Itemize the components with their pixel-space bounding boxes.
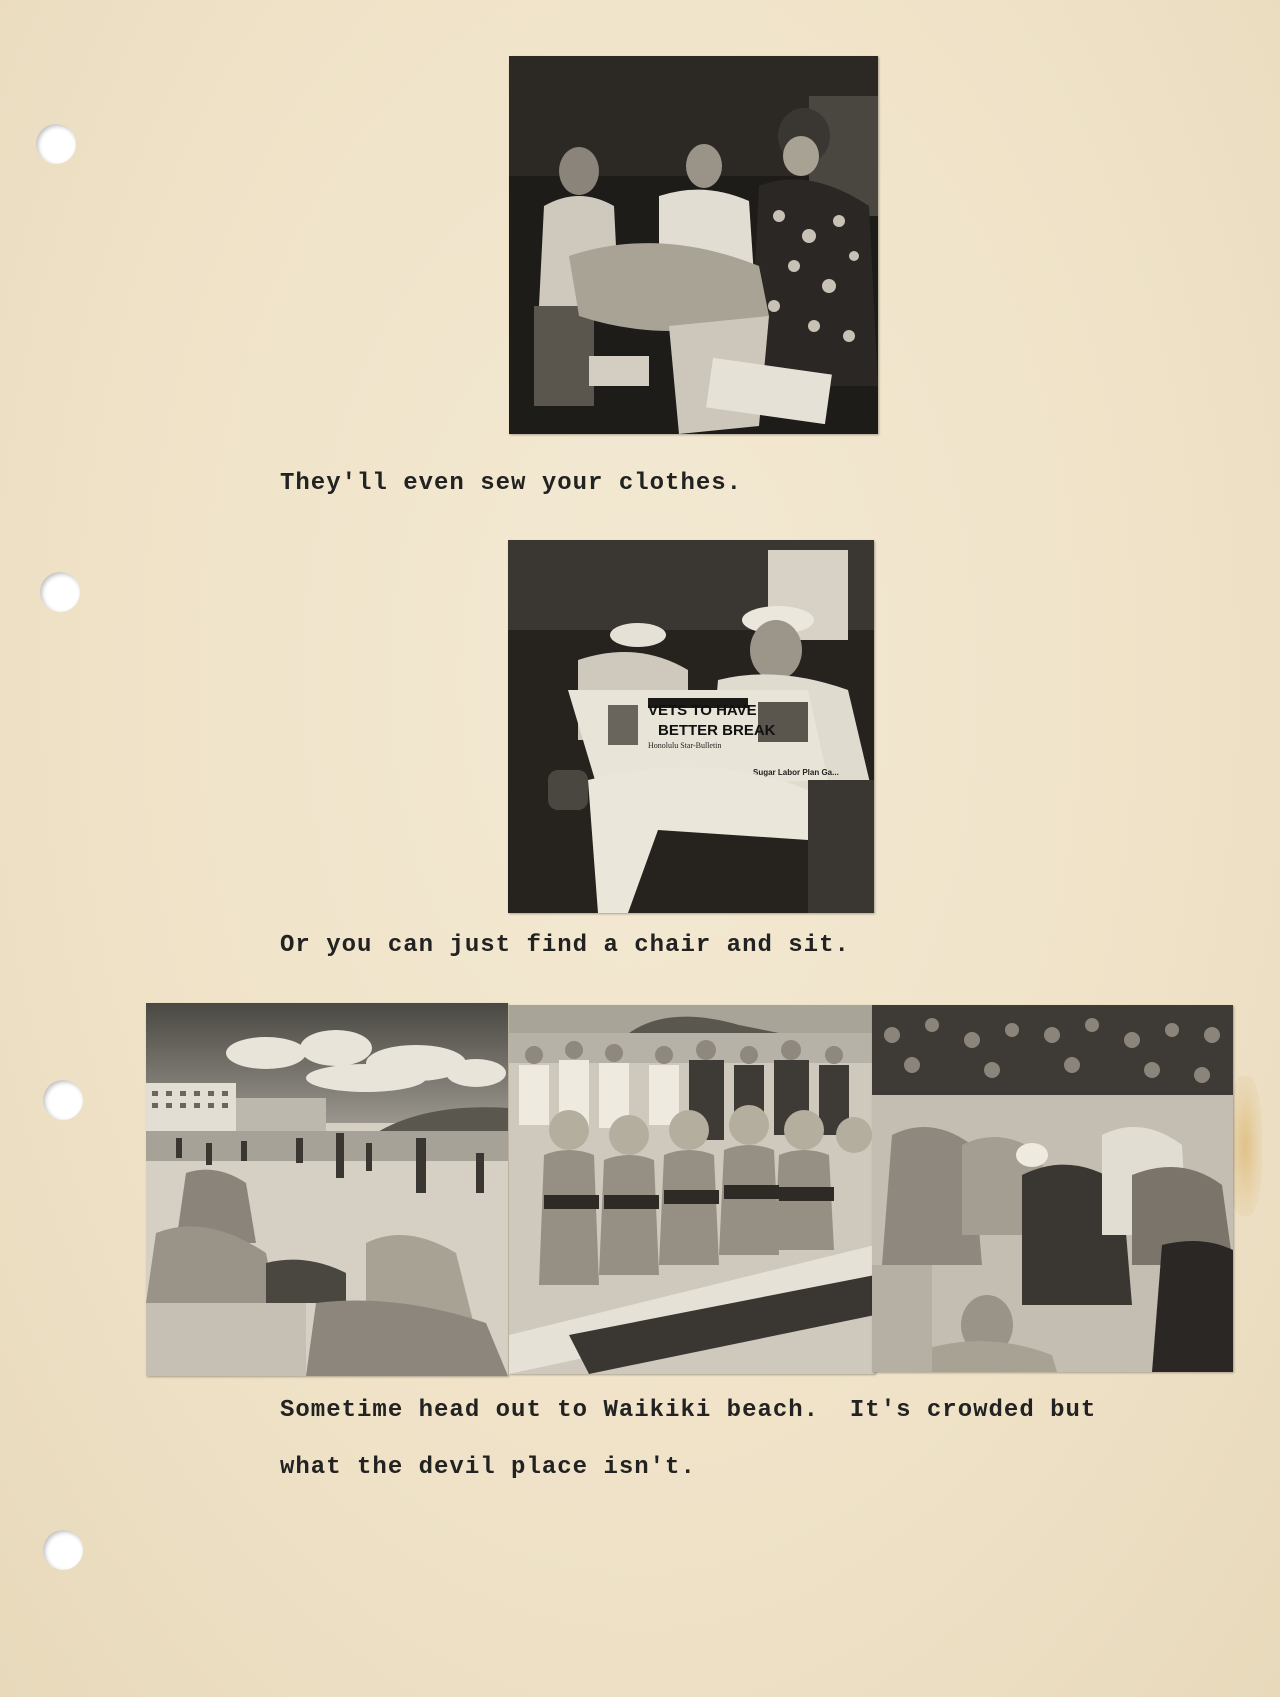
caption-sewing: They'll even sew your clothes. (280, 470, 743, 497)
paper-stain (1228, 1076, 1262, 1216)
newspaper-masthead: Honolulu Star-Bulletin (648, 741, 722, 750)
photo-beach-women (509, 1005, 875, 1374)
photo-beach-hotel (146, 1003, 508, 1376)
photo-beach-crowd (872, 1005, 1233, 1372)
punch-hole (43, 1080, 83, 1120)
photo-sewing (509, 56, 878, 434)
photo-newspaper (508, 540, 874, 913)
newspaper-side-headline: Sugar Labor Plan Ga... (753, 768, 839, 777)
punch-hole (43, 1530, 83, 1570)
caption-beach-line1: Sometime head out to Waikiki beach. It's crowded but (280, 1397, 1097, 1424)
punch-hole (40, 572, 80, 612)
punch-hole (36, 124, 76, 164)
caption-chair: Or you can just find a chair and sit. (280, 932, 850, 959)
caption-beach-line2: what the devil place isn't. (280, 1454, 696, 1481)
newspaper-headline: VETS TO HAVE (648, 702, 757, 719)
newspaper-headline: BETTER BREAK (658, 722, 776, 739)
